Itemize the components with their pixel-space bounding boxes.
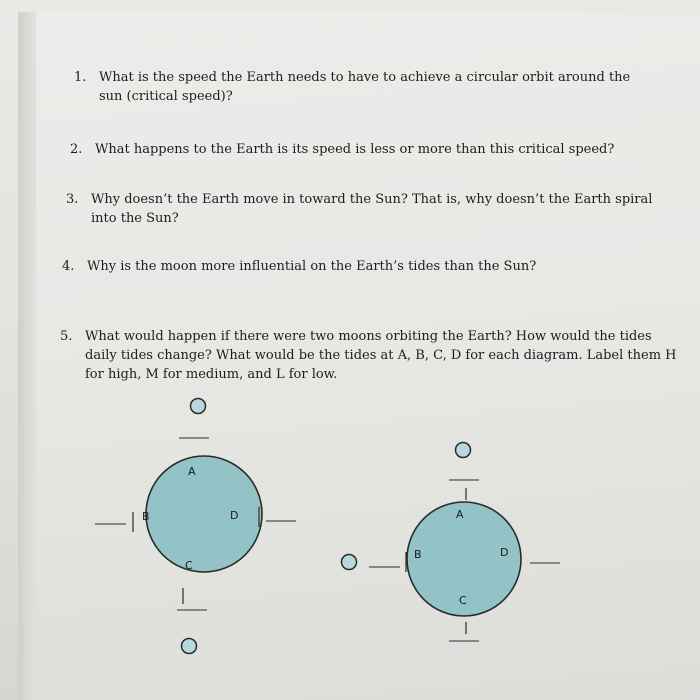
question-3-number: 3.	[66, 192, 79, 207]
moon-left-right	[342, 555, 357, 570]
question-4-number: 4.	[62, 259, 75, 274]
diagram-right	[342, 443, 561, 642]
question-2-text: What happens to the Earth is its speed is less or more than this critical speed?	[95, 142, 615, 157]
moon-bottom-left	[182, 639, 197, 654]
label-b-right: B	[414, 548, 422, 561]
moon-top-right	[456, 443, 471, 458]
question-5-text: What would happen if there were two moons orbiting the Earth? How would the tides daily tides change? What would be the tides at A, B, C, D for each diagram. Label them H for high, M for medium, and L for low.	[85, 329, 677, 382]
diagram-left	[95, 399, 296, 654]
label-d-right: D	[500, 546, 509, 559]
label-b-left: B	[142, 510, 150, 523]
moon-top-left	[191, 399, 206, 414]
label-a-right: A	[456, 508, 464, 521]
question-1-text: What is the speed the Earth needs to have to achieve a circular orbit around the sun (critical speed)?	[99, 70, 631, 104]
label-c-left: C	[185, 559, 193, 572]
question-4-text: Why is the moon more influential on the Earth’s tides than the Sun?	[87, 259, 537, 274]
question-5-number: 5.	[60, 329, 73, 344]
question-3-text: Why doesn’t the Earth move in toward the Sun? That is, why doesn’t the Earth spiral into the Sun?	[91, 192, 653, 226]
label-d-left: D	[230, 509, 239, 522]
question-2-number: 2.	[70, 142, 83, 157]
label-c-right: C	[459, 594, 467, 607]
earth-left	[146, 456, 262, 572]
label-a-left: A	[188, 465, 196, 478]
question-1-number: 1.	[74, 70, 87, 85]
